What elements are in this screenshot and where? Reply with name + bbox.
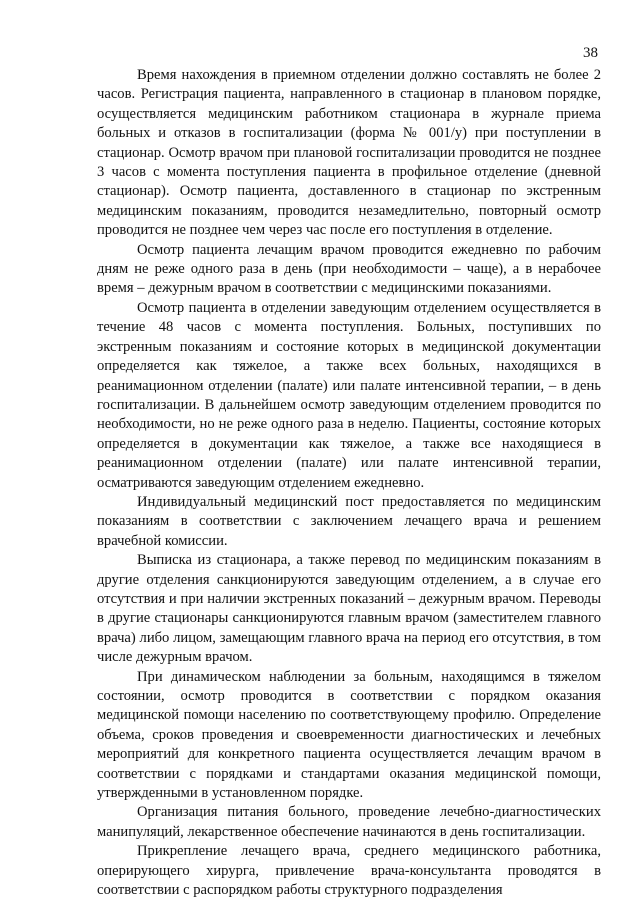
paragraph-doctor-assignment: Прикрепление лечащего врача, среднего медицинского работника, оперирующего хирурга, привлечение врача-консультанта проводятся в соответствии с распорядком работы структурного подразделения [97,843,601,899]
paragraph-discharge-transfer: Выписка из стационара, а также перевод по медицинским показаниям в другие отделения санкционируются заведующим отделением, а в случае его отсутствия и при наличии экстренных показаний – дежурным врачом. Переводы в другие стационары санкционируются главным врачом (заместителем главного врача) либо лицом, замещающим главного врача на период его отсутствия, в том числе дежурным врачом. [97,552,601,666]
paragraph-dynamic-observation: При динамическом наблюдении за больным, находящимся в тяжелом состоянии, осмотр проводится в соответствии с порядком оказания медицинской помощи населению по соответствующему профилю. Определение объема, сроков проведения и своевременности диагностических и лечебных мероприятий для конкретного пациента осуществляется лечащим врачом в соответствии с порядками и стандартами оказания медицинской помощи, утвержденными в установленном порядке. [97,668,601,802]
paragraph-daily-examination: Осмотр пациента лечащим врачом проводится ежедневно по рабочим дням не реже одного раза в день (при необходимости – чаще), а в нерабочее время – дежурным врачом в соответствии с медицинскими показаниями. [97,241,601,297]
document-body [97,66,601,900]
page-number: 38 [583,45,598,61]
paragraph-reception-time: Время нахождения в приемном отделении должно составлять не более 2 часов. Регистрация пациента, направленного в стационар в плановом порядке, осуществляется медицинским работником стационара в журнале приема больных и отказов в госпитализации (форма № 001/у) при поступлении в стационар. Осмотр врачом при плановой госпитализации проводится не позднее 3 часов с момента поступления пациента в профильное отделение (дневной стационар). Осмотр пациента, доставленного в стационар по экстренным медицинским показаниям, проводится незамедлительно, повторный осмотр проводится не позднее чем через час после его поступления в отделение. [97,67,601,239]
paragraph-nutrition: Организация питания больного, проведение лечебно-диагностических манипуляций, лекарственное обеспечение начинаются в день госпитализации. [97,804,601,840]
paragraph-head-of-department-examination: Осмотр пациента в отделении заведующим отделением осуществляется в течение 48 часов с момента поступления. Больных, поступивших по экстренным показаниям и состояние которых в медицинской документации определяется как тяжелое, а также всех больных, находящихся в реанимационном отделении (палате) или палате интенсивной терапии, – в день госпитализации. В дальнейшем осмотр заведующим отделением проводится по необходимости, но не реже одного раза в неделю. Пациенты, состояние которых определяется в документации как тяжелое, а также все находящиеся в реанимационном отделении (палате) или палате интенсивной терапии, осматриваются заведующим отделением ежедневно. [97,299,601,491]
paragraph-individual-post: Индивидуальный медицинский пост предоставляется по медицинским показаниям в соответствии с заключением лечащего врача и решением врачебной комиссии. [97,493,601,549]
